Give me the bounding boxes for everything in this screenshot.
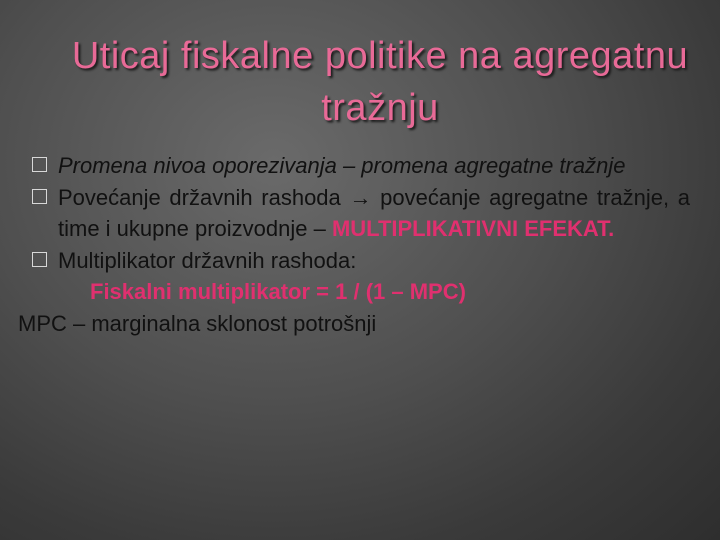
bullet-text: Povećanje državnih rashoda → povećanje agregatne tražnje, a time i ukupne proizvodnje –	[58, 184, 690, 241]
slide-title: Uticaj fiskalne politike na agregatnu tražnju	[71, 35, 689, 129]
bullet-item-multiplier	[30, 245, 690, 277]
bullet-text: Promena nivoa oporezivanja – promena agregatne tražnje	[58, 153, 626, 178]
bullet-item-tax-change	[30, 150, 690, 182]
multiplier-effect-highlight: MULTIPLIKATIVNI EFEKAT.	[331, 216, 615, 241]
bullet-text: Multiplikator državnih rashoda:	[58, 247, 357, 273]
mpc-definition: MPC – marginalna sklonost potrošnji	[18, 310, 377, 336]
multiplier-formula: Fiskalni multiplikator = 1 / (1 – MPC)	[90, 279, 466, 304]
bullet-square-icon	[32, 157, 47, 172]
slide-body	[18, 150, 690, 339]
bullet-item-spending-increase	[30, 182, 690, 245]
bullet-square-icon	[32, 252, 47, 267]
bullet-square-icon	[32, 189, 47, 204]
